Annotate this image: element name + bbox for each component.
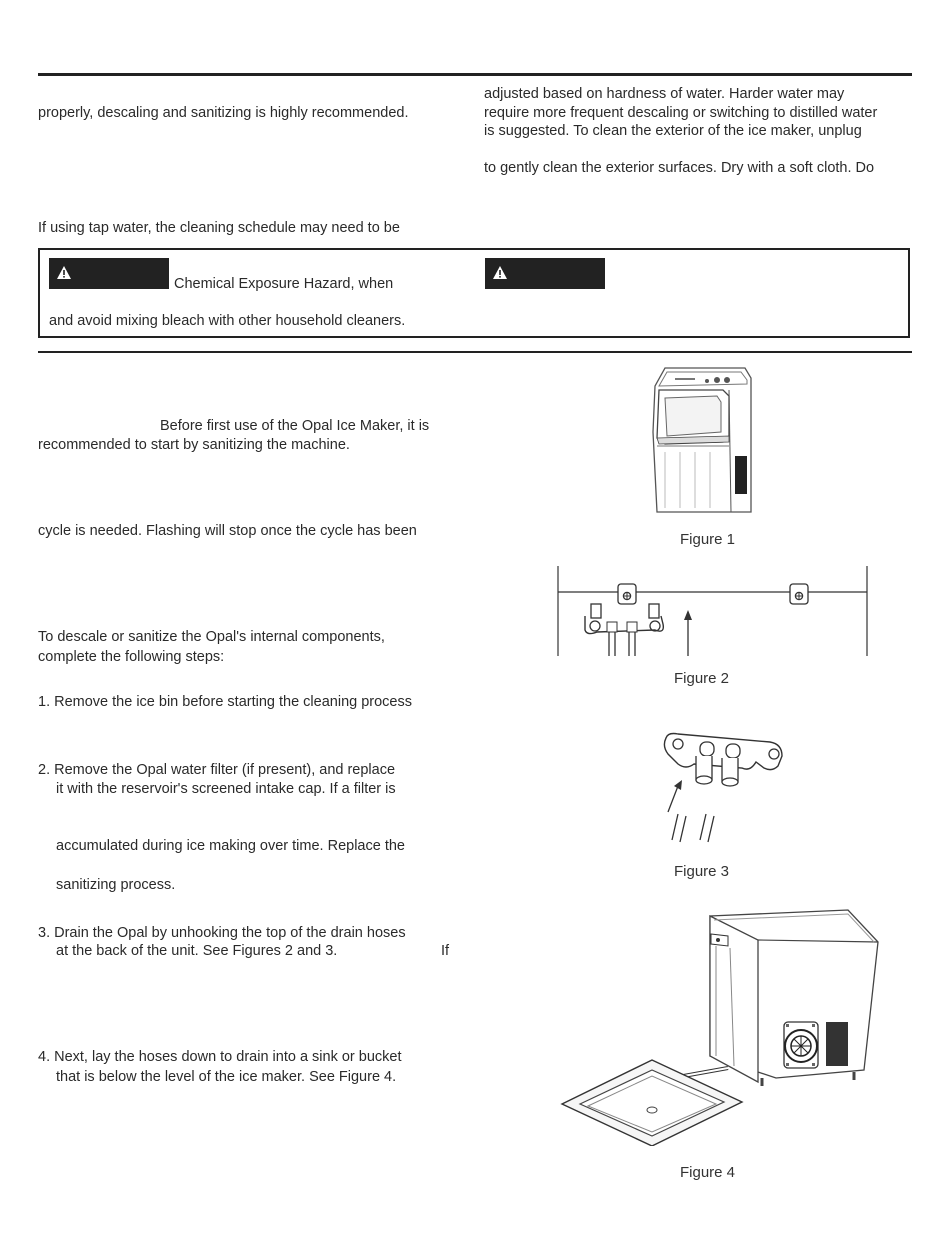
step-4-line-1: 4. Next, lay the hoses down to drain into a sink or bucket (38, 1049, 402, 1065)
intro-line-2: recommended to start by sanitizing the machine. (38, 437, 350, 453)
flash-line: cycle is needed. Flashing will stop once the cycle has been (38, 523, 417, 539)
warning-triangle-icon (57, 266, 71, 279)
step-2-line-1: 2. Remove the Opal water filter (if present), and replace (38, 762, 396, 778)
warning-triangle-icon (493, 266, 507, 279)
warning-badge-left (49, 258, 169, 289)
steps-intro-1: To descale or sanitize the Opal's internal components, (38, 629, 385, 645)
step-1: 1. Remove the ice bin before starting the cleaning process (38, 694, 412, 710)
step-2-line-2: it with the reservoir's screened intake cap. If a filter is (56, 781, 396, 797)
figure-2-caption: Figure 2 (674, 670, 730, 687)
top-divider (38, 73, 912, 76)
step-3-line-3: If (441, 943, 450, 959)
figure-2-drain-hooks-illustration (555, 564, 873, 660)
figure-4-drain-to-sink-illustration (558, 906, 882, 1146)
top-left-line-1: properly, descaling and sanitizing is highly recommended. (38, 105, 409, 121)
section-divider (38, 351, 912, 353)
top-right-line-2: require more frequent descaling or switching to distilled water (484, 105, 878, 121)
figure-3-hose-hook-illustration (648, 728, 790, 848)
step-3-line-1: 3. Drain the Opal by unhooking the top of the drain hoses (38, 925, 406, 941)
top-right-line-4: to gently clean the exterior surfaces. Dry with a soft cloth. Do (484, 160, 875, 176)
step-2-line-3: accumulated during ice making over time. Replace the (56, 838, 405, 854)
intro-line-1: Before first use of the Opal Ice Maker, it is (160, 418, 430, 434)
warning-left-text-1: Chemical Exposure Hazard, when (174, 276, 394, 292)
warning-left-text-2: and avoid mixing bleach with other household cleaners. (49, 313, 406, 329)
figure-3-caption: Figure 3 (674, 863, 730, 880)
figure-1-caption: Figure 1 (680, 531, 736, 548)
top-right-line-1: adjusted based on hardness of water. Harder water may (484, 86, 845, 102)
step-3-line-2: at the back of the unit. See Figures 2 and 3. (56, 943, 338, 959)
step-2-line-4: sanitizing process. (56, 877, 176, 893)
warning-badge-right (485, 258, 605, 289)
step-4-line-2: that is below the level of the ice maker. See Figure 4. (56, 1069, 397, 1085)
top-right-line-3: is suggested. To clean the exterior of the ice maker, unplug (484, 123, 862, 139)
figure-1-ice-maker-illustration (645, 362, 755, 522)
top-left-line-2: If using tap water, the cleaning schedule may need to be (38, 220, 400, 236)
figure-4-caption: Figure 4 (680, 1164, 736, 1181)
steps-intro-2: complete the following steps: (38, 649, 225, 665)
warning-box (38, 248, 910, 338)
